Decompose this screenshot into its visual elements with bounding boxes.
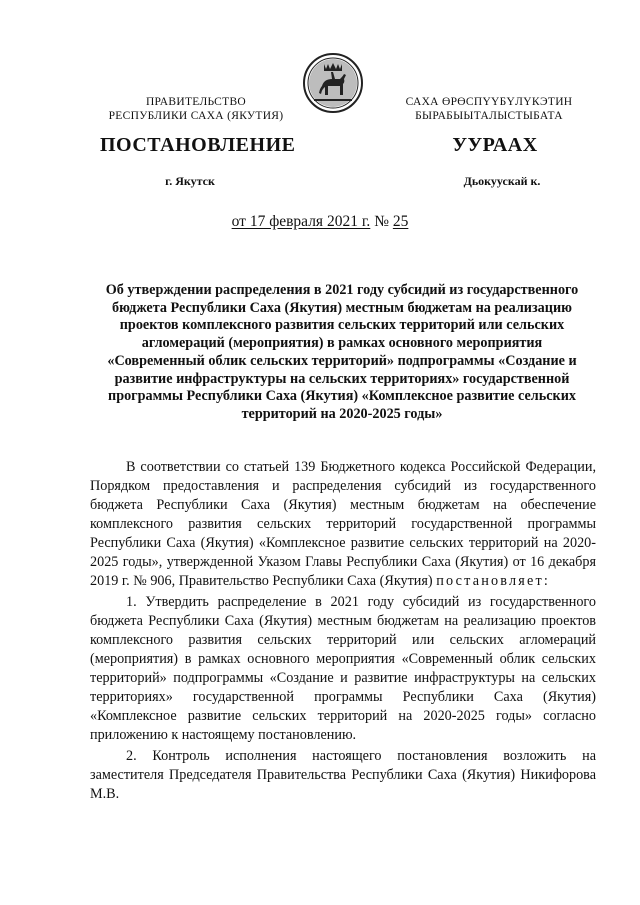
number-sign: № [370,213,393,230]
sakha-coat-of-arms-icon [302,52,364,114]
document-type-yakut: УУРААХ [452,134,538,156]
government-name-yakut-line-2: БЫРАБЫЫТАЛЫСТЫБАТА [415,110,563,122]
government-name-yakut-line-1: САХА ӨРӨСПҮҮБҮЛҮКЭТИН [405,96,573,108]
document-type-russian: ПОСТАНОВЛЕНИЕ [100,134,296,156]
decree-heading: Об утверждении распределения в 2021 году субсидий из государственного бюджета Республики Саха (Якутия) местным бюджетам на реализацию проектов комплексного развития сельских территорий или сельских агломераций (мероприятия) в рамках основного мероприятия «Современный облик сельских территорий» подпрограммы «Создание и развитие инфраструктуры на сельских территориях» государственной программы Республики Саха (Якутия) «Комплексное развитие сельских территорий на 2020-2025 годы» [105,282,579,422]
city-yakut: Дьокуускай к. [463,174,541,188]
government-name-line-1: ПРАВИТЕЛЬСТВО [145,96,247,108]
resolves-word: постановляет: [436,573,551,589]
decree-date: от 17 февраля 2021 г. [231,213,371,230]
government-name-line-2: РЕСПУБЛИКИ САХА (ЯКУТИЯ) [108,110,284,122]
city-russian: г. Якутск [165,174,215,188]
government-name-russian [96,95,296,123]
government-name-yakut [384,95,594,123]
preamble-paragraph [90,458,596,591]
item-2-paragraph: 2. Контроль исполнения настоящего постановления возложить на заместителя Председателя Правительства Республики Саха (Якутия) Никифорова М.В. [90,748,596,802]
decree-date-number [140,213,500,231]
preamble-text: В соответствии со статьей 139 Бюджетного кодекса Российской Федерации, Порядком предоставления и распределения субсидий из государственного бюджета Республики Саха (Якутия) местным бюджетам на обеспечение комплексного развития сельских территорий государственной программы Республики Саха (Якутия) «Комплексное развитие сельских территорий на 2020-2025 годы», утвержденной Указом Главы Республики Саха (Якутия) от 16 декабря 2019 г. № 906, Правительство Республики Саха (Якутия) [90,459,596,589]
decree-body [90,458,596,804]
item-1-paragraph: 1. Утвердить распределение в 2021 году субсидий из государственного бюджета Республики Саха (Якутия) местным бюджетам на реализацию проектов комплексного развития сельских территорий или сельских агломераций (мероприятия) в рамках основного мероприятия «Современный облик сельских территорий» подпрограммы «Создание и развитие инфраструктуры на сельских территориях» государственной программы Республики Саха (Якутия) «Комплексное развитие сельских территорий на 2020-2025 годы» согласно приложению к настоящему постановлению. [90,594,596,743]
decree-number: 25 [392,213,409,230]
